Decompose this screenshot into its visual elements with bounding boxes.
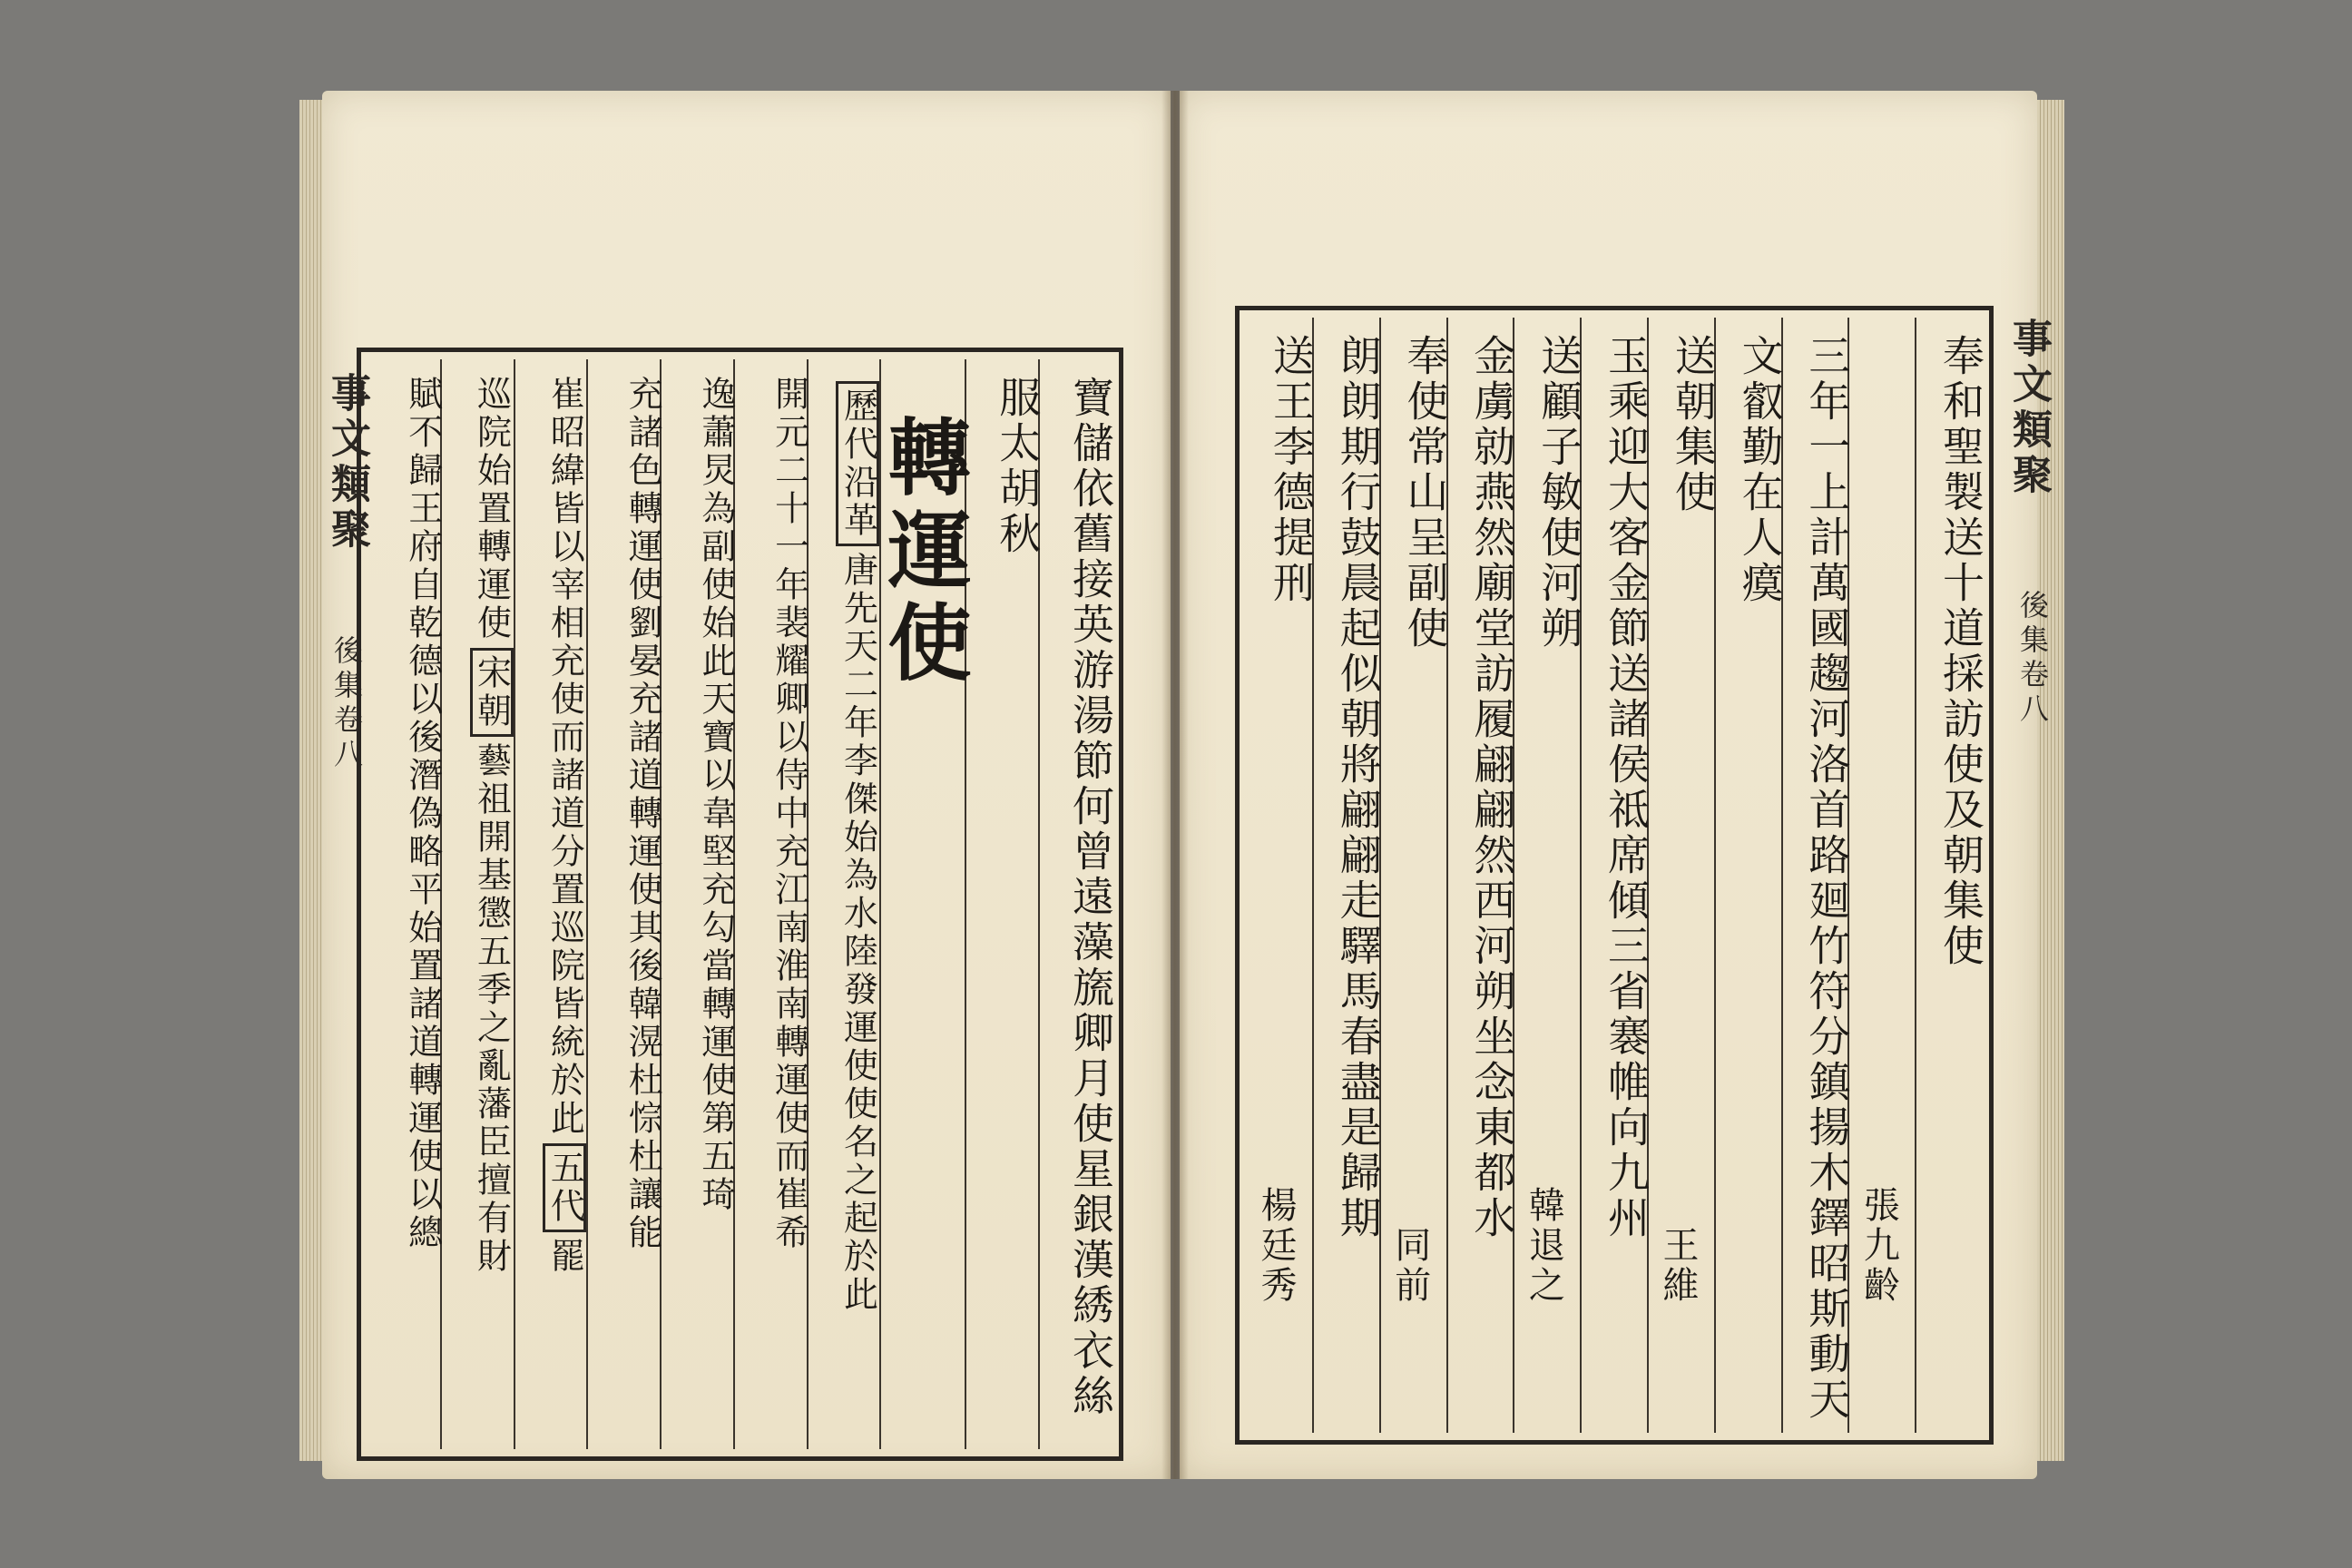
left-volume-label: 後集卷八 <box>329 635 364 773</box>
column-text: 唐先天二年李傑始為水陸發運使使名之起於此 <box>838 552 878 1314</box>
text-column <box>586 359 663 1449</box>
column-text: 朗朗期行鼓晨起似朝將翩翩走驛馬春盡是歸期 <box>1333 334 1383 1241</box>
open-book <box>322 91 2052 1479</box>
text-column <box>440 359 514 1449</box>
left-columns <box>368 359 1115 1449</box>
column-text: 奉使常山呈副使 <box>1400 334 1450 652</box>
heading-text: 轉運使 <box>874 414 973 691</box>
column-text: 文叡勤在人瘼 <box>1735 334 1785 606</box>
column-text: 賦不歸王府自乾德以後潛偽略平始置諸道轉運使以總 <box>402 376 443 1252</box>
column-text: 玉乘迎大客金節送諸侯祗席傾三省褰帷向九州 <box>1601 334 1651 1241</box>
author-name: 王維 <box>1656 1226 1699 1306</box>
column-text: 寶儲依舊接英游湯節何曾遠藻旒卿月使星銀漢綉衣絲 <box>1066 376 1115 1419</box>
text-column <box>1038 359 1115 1449</box>
text-column <box>1446 318 1517 1433</box>
column-text: 金虜勍燕然廟堂訪履翩翩然西河朔坐念東都水 <box>1467 334 1517 1241</box>
text-column <box>1580 318 1651 1433</box>
right-columns <box>1247 318 1985 1433</box>
column-text: 奉和聖製送十道採訪使及朝集使 <box>1936 334 1985 969</box>
book-gutter <box>1161 91 1189 1479</box>
text-column <box>1513 318 1584 1433</box>
text-column <box>1915 318 1985 1433</box>
text-column <box>1714 318 1785 1433</box>
text-column <box>660 359 736 1449</box>
column-text: 逸蕭炅為副使始此天寶以韋堅充勾當轉運使第五琦 <box>695 376 736 1214</box>
section-heading <box>874 359 973 1449</box>
text-column <box>514 359 587 1449</box>
left-margin-title: 事文類聚 <box>324 372 370 554</box>
column-text: 送顧子敏使河朔 <box>1534 334 1584 652</box>
text-column <box>965 359 1043 1449</box>
text-column <box>368 359 443 1449</box>
author-name: 韓退之 <box>1523 1186 1565 1306</box>
text-column <box>1379 318 1450 1433</box>
right-text-frame <box>1235 306 1994 1445</box>
text-column <box>733 359 807 1449</box>
column-text: 崔昭緯皆以宰相充使而諸道分置巡院皆統於此 <box>544 376 585 1138</box>
column-text: 服太胡秋 <box>993 376 1043 557</box>
right-margin-title: 事文類聚 <box>2005 318 2052 499</box>
right-page-edges <box>2034 100 2064 1461</box>
boxed-label: 歷代沿革 <box>836 381 879 546</box>
left-page <box>322 91 1171 1479</box>
column-text: 送朝集使 <box>1668 334 1718 515</box>
author-name: 楊廷秀 <box>1255 1186 1298 1306</box>
author-name: 張九齡 <box>1857 1186 1900 1306</box>
text-column <box>1247 318 1316 1433</box>
column-text: 藝祖開基懲五季之亂藩臣擅有財 <box>471 742 512 1276</box>
column-text: 巡院始置轉運使 <box>471 376 512 642</box>
boxed-label: 五代 <box>543 1143 586 1232</box>
text-column <box>1781 318 1852 1433</box>
text-column <box>807 359 880 1449</box>
text-column <box>1647 318 1718 1433</box>
right-volume-label: 後集卷八 <box>2015 590 2050 728</box>
text-column <box>1847 318 1915 1433</box>
column-text: 三年一上計萬國趨河洛首路廻竹符分鎮揚木鐸昭斯動天 <box>1802 334 1852 1423</box>
author-name: 同前 <box>1388 1226 1431 1306</box>
column-text: 送王李德提刑 <box>1266 334 1316 606</box>
column-text: 罷 <box>544 1238 585 1276</box>
column-text: 充諸色轉運使劉晏充諸道轉運使其後韓滉杜悰杜讓能 <box>622 376 663 1252</box>
boxed-label: 宋朝 <box>470 648 514 737</box>
text-column <box>1312 318 1383 1433</box>
column-text: 開元二十一年裴耀卿以侍中充江南淮南轉運使而崔希 <box>769 376 809 1252</box>
left-text-frame <box>357 348 1123 1461</box>
